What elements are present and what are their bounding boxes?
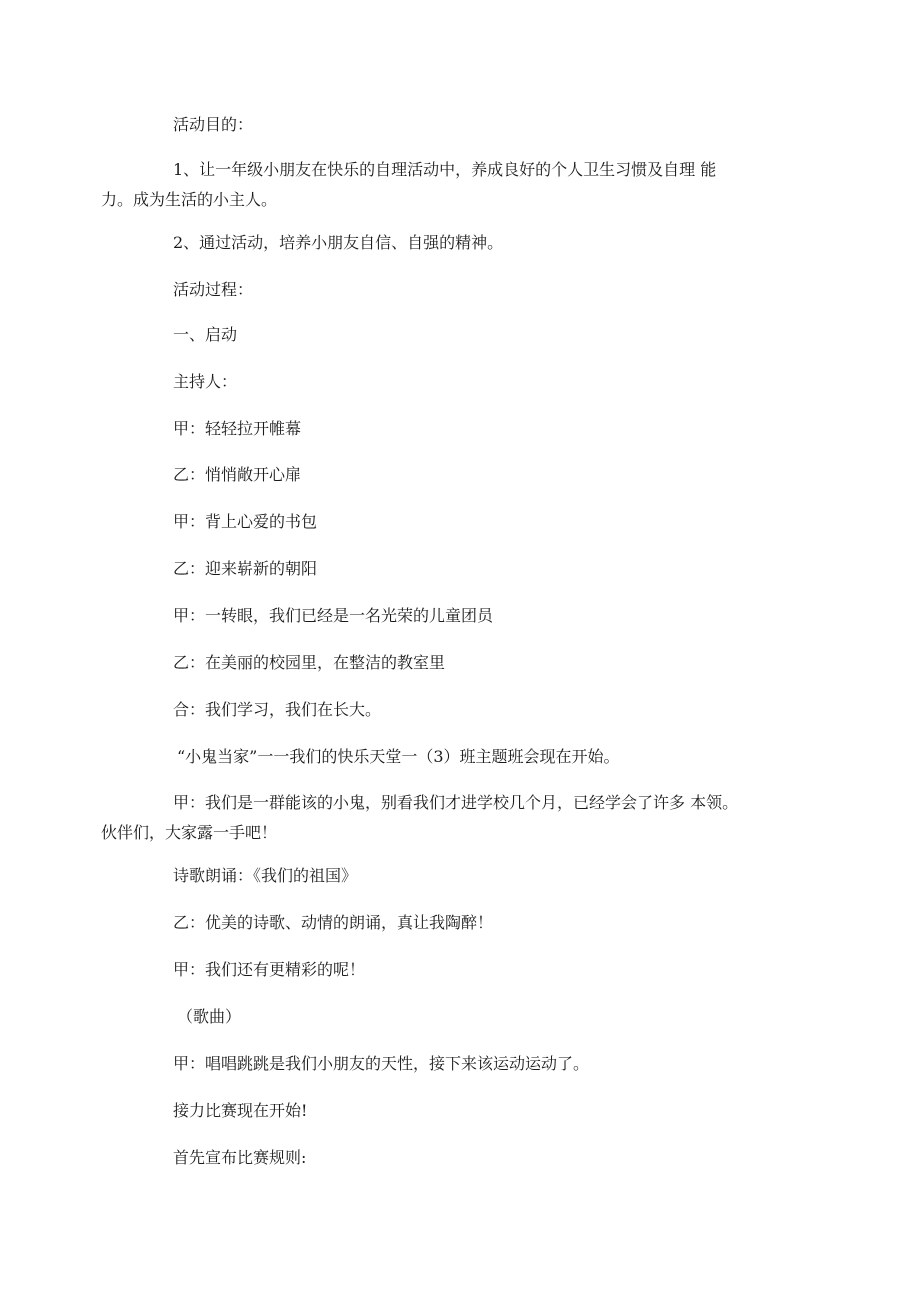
paragraph-section-1: [137, 320, 777, 350]
paragraph-dialogue: [137, 908, 777, 938]
paragraph-dialogue: [137, 695, 777, 725]
text-line: 活动过程：: [173, 280, 254, 299]
text-line: 主持人：: [173, 372, 238, 391]
paragraph-relay-start: [137, 1096, 777, 1126]
paragraph-dialogue-long: [101, 788, 777, 848]
text-line: 乙：迎来崭新的朝阳: [173, 559, 318, 578]
paragraph-song: [137, 1002, 777, 1032]
text-line: 活动目的：: [173, 115, 254, 134]
text-line: 甲：唱唱跳跳是我们小朋友的天性，接下来该运动运动了。: [173, 1054, 590, 1073]
text-line: 乙：悄悄敞开心扉: [173, 465, 302, 484]
paragraph-dialogue: [137, 1049, 777, 1079]
text-line: 一、启动: [173, 325, 238, 344]
paragraph-host: [137, 367, 777, 397]
text-line: 诗歌朗诵：《我们的祖国》: [173, 866, 358, 885]
paragraph-poem-recital: [137, 861, 777, 891]
text-line: “小鬼当家”一一我们的快乐天堂一（3）班主题班会现在开始。: [177, 747, 620, 766]
text-line: 合：我们学习，我们在长大。: [173, 700, 382, 719]
paragraph-dialogue: [137, 507, 777, 537]
paragraph-purpose-2: [137, 228, 777, 258]
text-line: （歌曲）: [177, 1007, 242, 1026]
paragraph-dialogue: [137, 414, 777, 444]
paragraph-rules-announcement: [137, 1143, 777, 1173]
text-line: 伙伴们，大家露一手吧！: [101, 823, 278, 842]
paragraph-announcement: [137, 742, 777, 772]
text-line: 首先宣布比赛规则:: [173, 1148, 307, 1167]
text-line: 2、通过活动，培养小朋友自信、自强的精神。: [173, 233, 504, 252]
paragraph-dialogue: [137, 648, 777, 678]
paragraph-dialogue: [137, 601, 777, 631]
text-line: 甲：一转眼，我们已经是一名光荣的儿童团员: [173, 606, 494, 625]
text-line: 乙：优美的诗歌、动情的朗诵，真让我陶醉！: [173, 913, 494, 932]
text-line: 甲：轻轻拉开帷幕: [173, 419, 302, 438]
text-line: 力。成为生活的小主人。: [101, 190, 278, 209]
paragraph-activity-purpose-heading: [137, 110, 777, 140]
text-line: 1、让一年级小朋友在快乐的自理活动中，养成良好的个人卫生习惯及自理 能: [173, 160, 717, 179]
paragraph-dialogue: [137, 955, 777, 985]
text-line: 接力比赛现在开始!: [173, 1101, 308, 1120]
paragraph-activity-process-heading: [137, 275, 777, 305]
paragraph-dialogue: [137, 554, 777, 584]
text-line: 甲：我们还有更精彩的呢！: [173, 960, 366, 979]
paragraph-purpose-1: [101, 155, 777, 215]
paragraph-dialogue: [137, 460, 777, 490]
text-line: 甲：我们是一群能该的小鬼，别看我们才进学校几个月，已经学会了许多 本领。: [173, 793, 739, 812]
text-line: 甲：背上心爱的书包: [173, 512, 318, 531]
text-line: 乙：在美丽的校园里，在整洁的教室里: [173, 653, 446, 672]
